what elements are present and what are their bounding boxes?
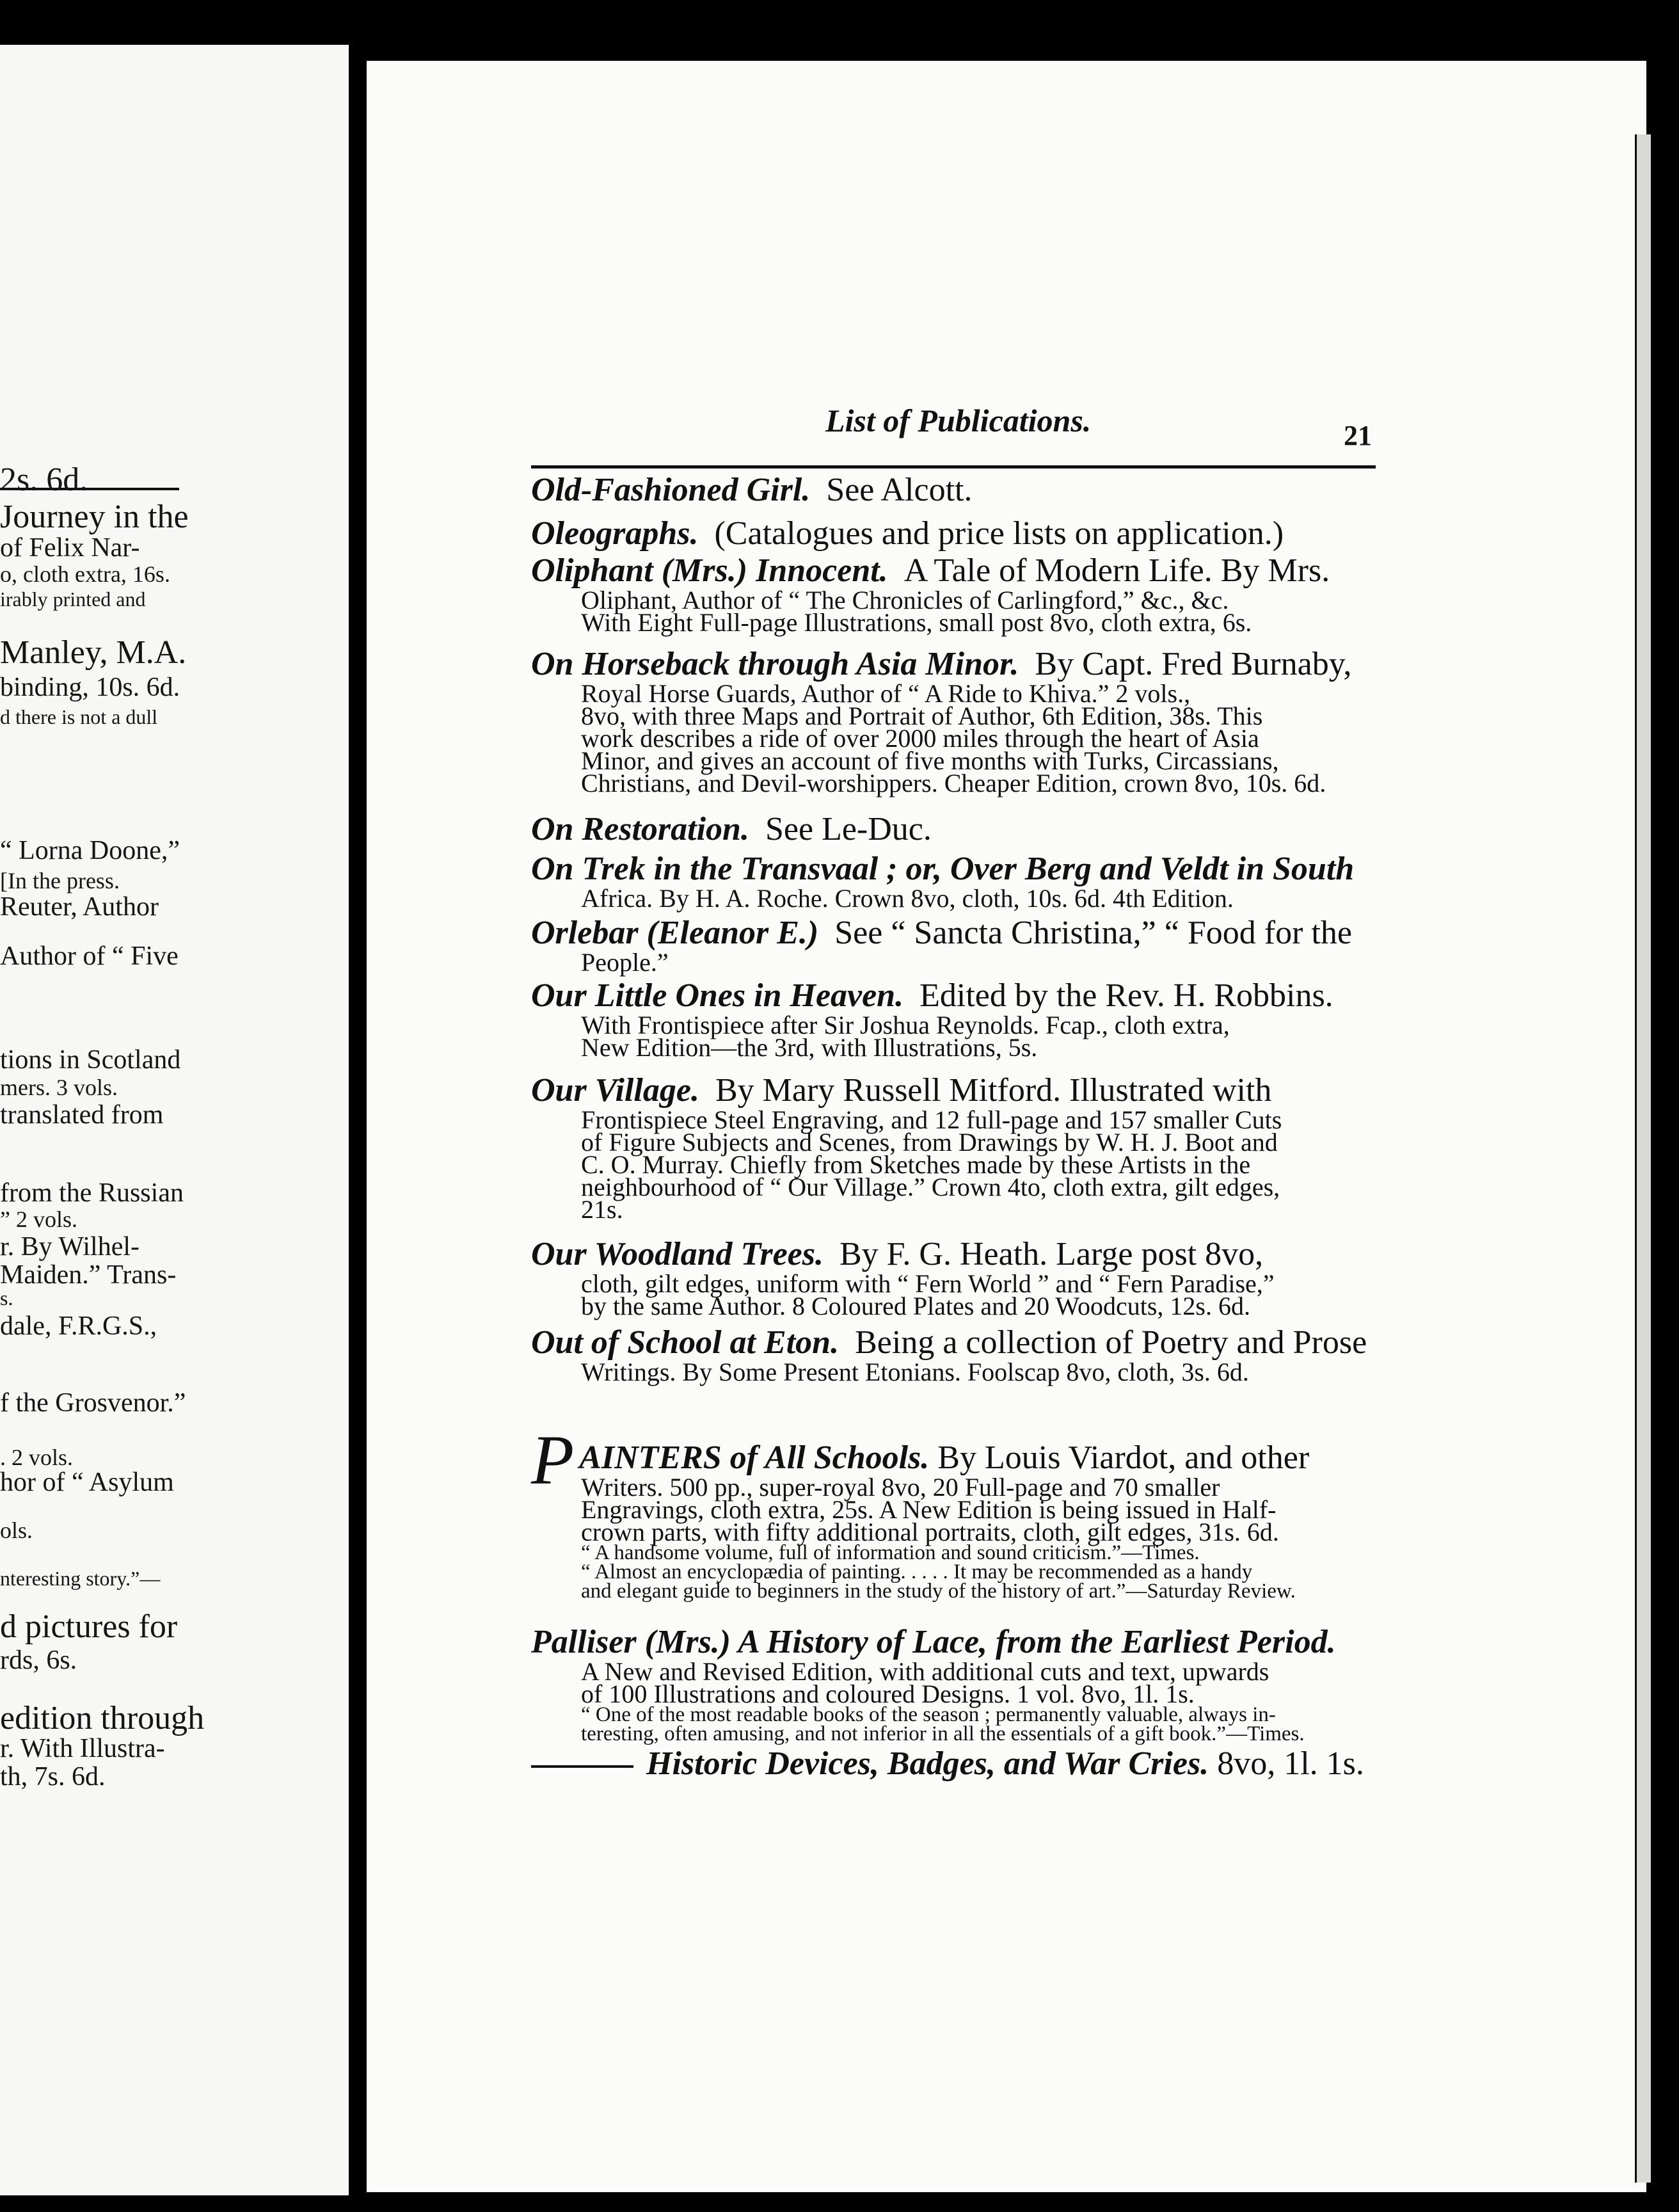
entry-head: On Trek in the Transvaal ; or, Over Berg and Veldt in South: [531, 851, 1355, 887]
entry-head: Our Woodland Trees.: [531, 1236, 824, 1272]
entry-detail-line: C. O. Murray. Chiefly from Sketches made by these Artists in the: [581, 1150, 1251, 1179]
page-edge: [1635, 134, 1651, 2183]
entry-head: Palliser (Mrs.) A History of Lace, from the Earliest Period.: [531, 1624, 1336, 1660]
entry-detail-line: work describes a ride of over 2000 miles through the heart of Asia: [581, 724, 1259, 753]
review-quote: and elegant guide to beginners in the study of the history of art.”—Saturday Review.: [581, 1580, 1296, 1603]
entry-head: Our Little Ones in Heaven.: [531, 977, 904, 1014]
left-page-line: Reuter, Author: [0, 892, 159, 922]
entry-detail-line: New Edition—the 3rd, with Illustrations, 5s.: [581, 1033, 1038, 1062]
running-head: List of Publications.: [825, 403, 1092, 438]
entry-detail-line: Minor, and gives an account of five months with Turks, Circassians,: [581, 746, 1279, 775]
ditto-rule: [531, 1765, 633, 1768]
entry-detail-line: With Eight Full-page Illustrations, small post 8vo, cloth extra, 6s.: [581, 608, 1252, 637]
entry-rest: By Mary Russell Mitford. Illustrated with: [715, 1072, 1272, 1109]
entry-head: On Restoration.: [531, 811, 749, 847]
entry-head: AINTERS of All Schools.: [579, 1439, 930, 1476]
entry-rest: 8vo, 1l. 1s.: [1217, 1745, 1364, 1782]
publication-entry: [531, 851, 1379, 913]
entry-rest: By F. G. Heath. Large post 8vo,: [839, 1236, 1264, 1272]
entry-detail-line: Frontispiece Steel Engraving, and 12 full-page and 157 smaller Cuts: [581, 1105, 1282, 1134]
left-page-line: ” 2 vols.: [0, 1206, 77, 1232]
entry-head: Historic Devices, Badges, and War Cries.: [646, 1745, 1209, 1782]
review-quote: “ One of the most readable books of the season ; permanently valuable, always in-: [581, 1703, 1276, 1726]
left-page-line: nteresting story.”—: [0, 1567, 161, 1590]
left-page-line: rds, 6s.: [0, 1646, 77, 1675]
entry-detail-line: cloth, gilt edges, uniform with “ Fern World ” and “ Fern Paradise,”: [581, 1269, 1275, 1298]
entry-detail-line: A New and Revised Edition, with additional cuts and text, upwards: [581, 1657, 1269, 1686]
publication-entry: [531, 1072, 1379, 1224]
left-page-line: irably printed and: [0, 588, 146, 611]
drop-cap: P: [531, 1421, 575, 1499]
publication-entry: [531, 516, 1379, 552]
entry-head: Orlebar (Eleanor E.): [531, 915, 819, 951]
review-quote: “ Almost an encyclopædia of painting. . . . . It may be recommended as a handy: [581, 1560, 1253, 1583]
entry-detail-line: Royal Horse Guards, Author of “ A Ride to Khiva.” 2 vols.,: [581, 679, 1191, 708]
review-quote: “ A handsome volume, full of information and sound criticism.”—Times.: [581, 1541, 1200, 1564]
left-page-line: r. With Illustra-: [0, 1734, 165, 1763]
left-page-line: mers. 3 vols.: [0, 1075, 118, 1100]
publication-entry: [531, 1236, 1379, 1320]
publication-entry: [531, 977, 1379, 1062]
entry-detail-line: Oliphant, Author of “ The Chronicles of Carlingford,” &c., &c.: [581, 586, 1229, 614]
entry-rest: A Tale of Modern Life. By Mrs.: [903, 552, 1330, 589]
left-page-line: “ Lorna Doone,”: [0, 836, 180, 865]
entry-rest: Being a collection of Poetry and Prose: [855, 1324, 1367, 1361]
entry-detail-line: Christians, and Devil-worshippers. Cheaper Edition, crown 8vo, 10s. 6d.: [581, 769, 1326, 797]
book-gutter: [349, 0, 367, 2212]
left-page-line: [In the press.: [0, 868, 120, 894]
left-page-line: ols.: [0, 1518, 33, 1543]
left-page-line: . 2 vols.: [0, 1445, 74, 1470]
left-page-line: tions in Scotland: [0, 1045, 181, 1075]
entry-head: Out of School at Eton.: [531, 1324, 840, 1361]
entry-head: On Horseback through Asia Minor.: [531, 646, 1019, 682]
entry-detail-line: 21s.: [581, 1195, 623, 1224]
entry-rest: Edited by the Rev. H. Robbins.: [919, 977, 1333, 1014]
entry-detail-line: crown parts, with fifty additional portraits, cloth, gilt edges, 31s. 6d.: [581, 1518, 1279, 1546]
publication-entry: [531, 646, 1379, 797]
entry-painters: [531, 1421, 1379, 1603]
entry-detail-line: Writings. By Some Present Etonians. Foolscap 8vo, cloth, 3s. 6d.: [581, 1358, 1249, 1386]
left-page-line: Manley, M.A.: [0, 634, 187, 671]
left-page-line: Author of “ Five: [0, 942, 179, 971]
left-page-line: d there is not a dull: [0, 705, 158, 728]
historic-devices-line: [531, 1746, 1379, 1782]
entry-detail-line: People.”: [581, 948, 669, 977]
left-page-line: Journey in the: [0, 499, 189, 535]
entry-rest: See Le-Duc.: [765, 811, 932, 847]
publication-entry: [531, 915, 1379, 977]
entry-rest: By Louis Viardot, and other: [937, 1439, 1310, 1476]
entry-detail-line: Africa. By H. A. Roche. Crown 8vo, cloth, 10s. 6d. 4th Edition.: [581, 884, 1234, 913]
left-page-line: translated from: [0, 1100, 164, 1130]
left-page-fragment: [0, 45, 349, 2195]
entry-detail-line: 8vo, with three Maps and Portrait of Author, 6th Edition, 38s. This: [581, 701, 1263, 730]
page-number: 21: [1344, 420, 1372, 451]
entry-detail-line: With Frontispiece after Sir Joshua Reynolds. Fcap., cloth extra,: [581, 1011, 1230, 1039]
left-page-line: dale, F.R.G.S.,: [0, 1311, 157, 1341]
header-rule: [531, 465, 1376, 469]
left-page-line: 2s. 6d.: [0, 461, 88, 498]
entry-head: Old-Fashioned Girl.: [531, 472, 811, 508]
publication-entry: [531, 812, 1379, 847]
entry-detail-line: Engravings, cloth extra, 25s. A New Edition is being issued in Half-: [581, 1495, 1277, 1524]
publication-entry: [531, 472, 1379, 508]
left-page-line: o, cloth extra, 16s.: [0, 561, 170, 587]
entry-detail-line: Writers. 500 pp., super-royal 8vo, 20 Full-page and 70 smaller: [581, 1473, 1220, 1502]
review-quote: teresting, often amusing, and not inferior in all the essentials of a gift book.”—Times.: [581, 1722, 1305, 1745]
entry-detail-line: neighbourhood of “ Our Village.” Crown 4to, cloth extra, gilt edges,: [581, 1173, 1280, 1201]
entry-detail-line: of 100 Illustrations and coloured Designs. 1 vol. 8vo, 1l. 1s.: [581, 1679, 1195, 1708]
entry-palliser: [531, 1624, 1379, 1782]
left-page-line: binding, 10s. 6d.: [0, 673, 180, 702]
left-page-line: th, 7s. 6d.: [0, 1762, 106, 1791]
left-page-line: of Felix Nar-: [0, 533, 140, 563]
entry-detail-line: of Figure Subjects and Scenes, from Drawings by W. H. J. Boot and: [581, 1128, 1278, 1157]
entry-head: Our Village.: [531, 1072, 699, 1109]
left-page-line: r. By Wilhel-: [0, 1232, 140, 1262]
left-page-line: f the Grosvenor.”: [0, 1388, 186, 1418]
entry-head: Oleographs.: [531, 515, 699, 552]
publication-entry: [531, 1324, 1379, 1386]
left-page-line: d pictures for: [0, 1608, 178, 1645]
left-page-line: from the Russian: [0, 1178, 184, 1208]
publication-entry: [531, 552, 1379, 637]
entry-rest: By Capt. Fred Burnaby,: [1035, 646, 1352, 682]
left-page-line: hor of “ Asylum: [0, 1468, 174, 1497]
entry-detail-line: by the same Author. 8 Coloured Plates and 20 Woodcuts, 12s. 6d.: [581, 1292, 1250, 1320]
entry-head: Oliphant (Mrs.) Innocent.: [531, 552, 888, 589]
left-page-line: edition through: [0, 1700, 205, 1736]
entry-rest: (Catalogues and price lists on application.): [714, 515, 1284, 552]
left-page-line: s.: [0, 1286, 13, 1310]
left-page-line: Maiden.” Trans-: [0, 1260, 177, 1290]
entry-rest: See “ Sancta Christina,” “ Food for the: [834, 915, 1352, 951]
entry-rest: See Alcott.: [826, 472, 973, 508]
